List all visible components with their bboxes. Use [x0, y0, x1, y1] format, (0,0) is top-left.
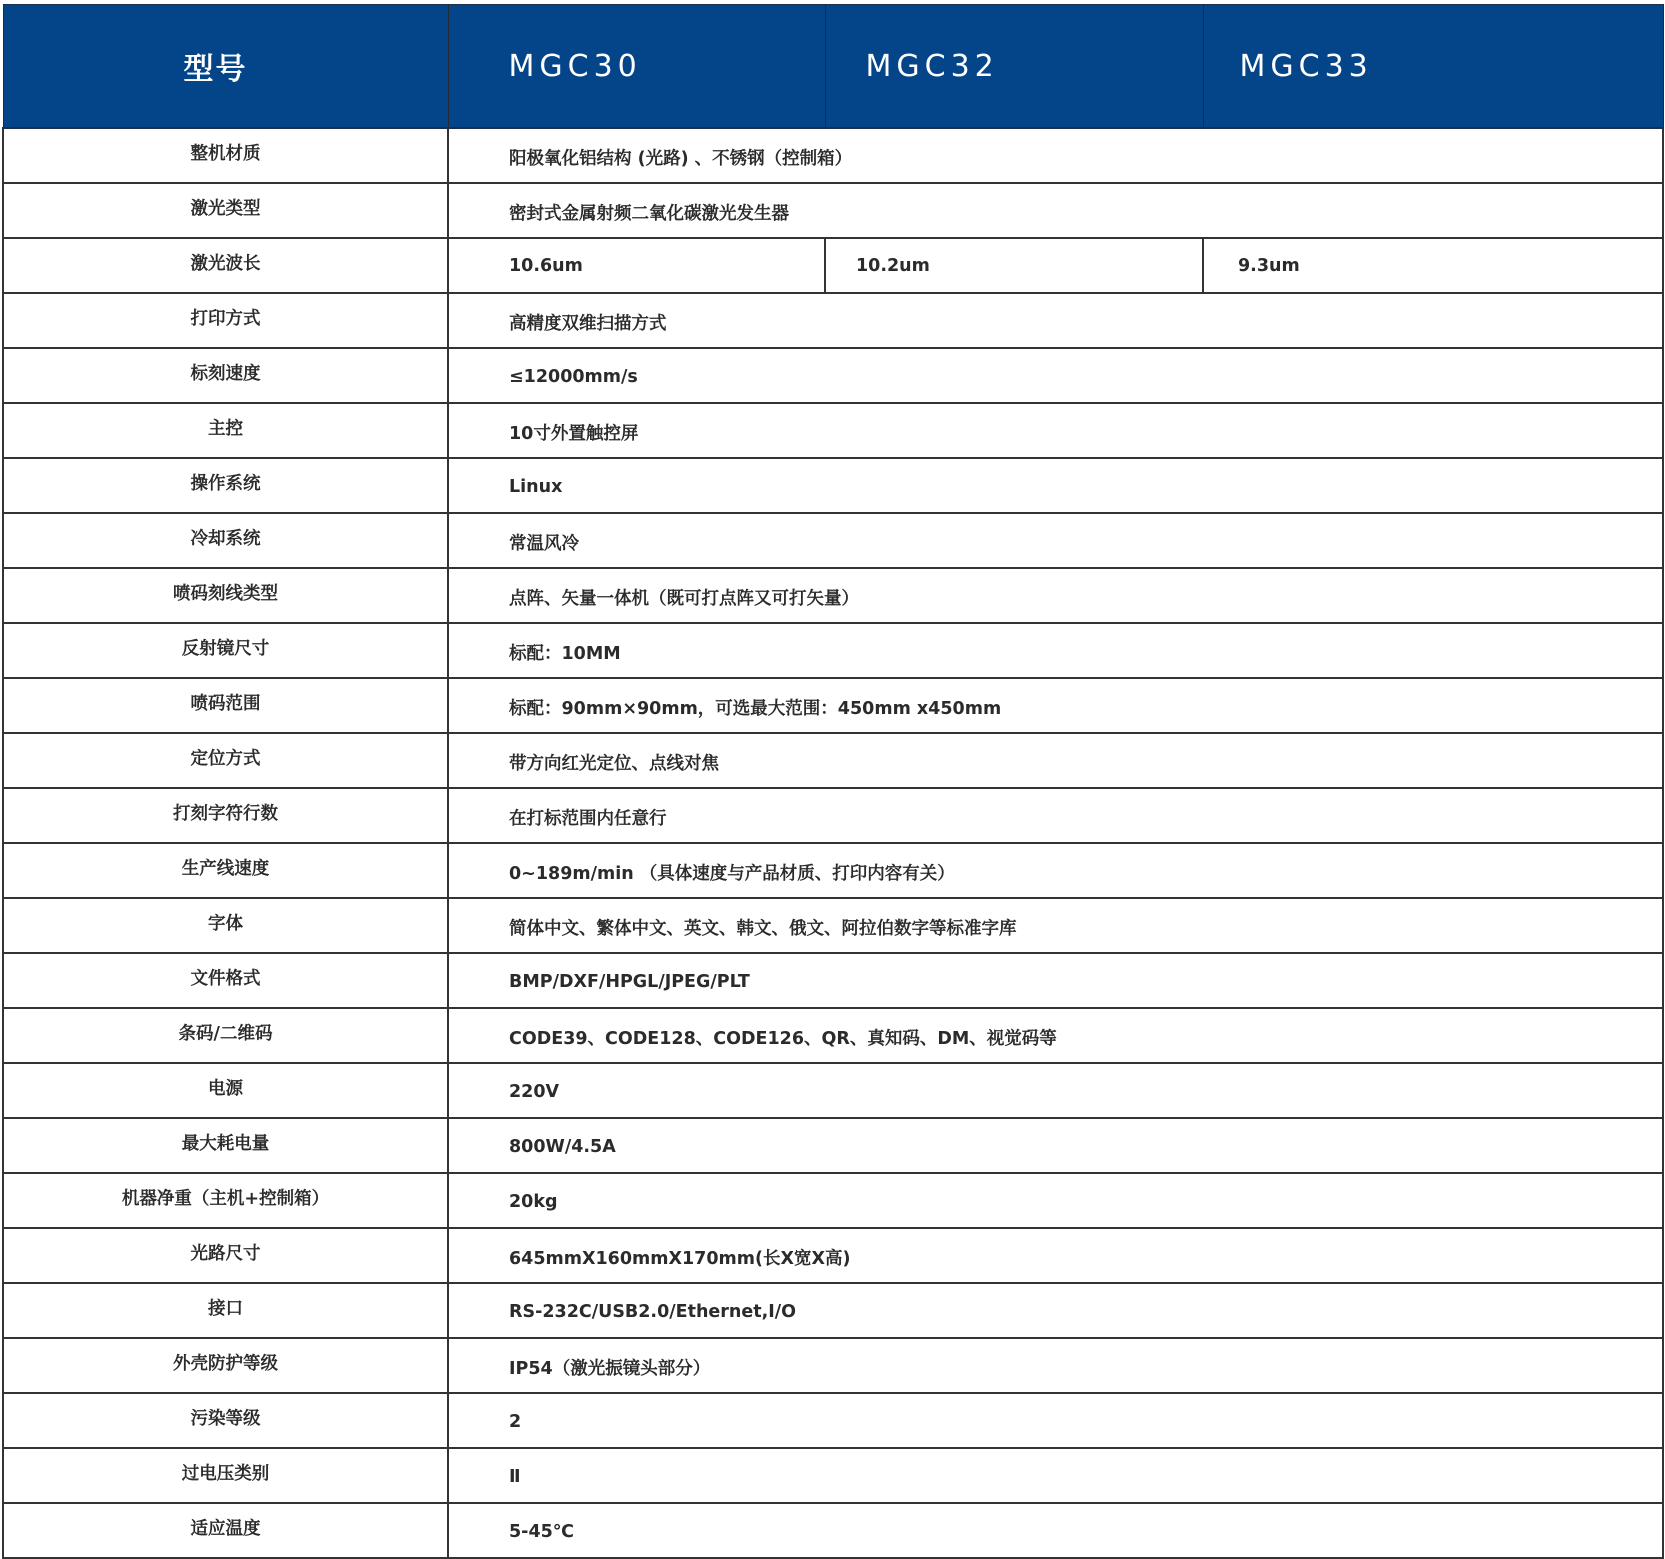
model-mgc33-header: MGC33	[1203, 5, 1663, 129]
table-row	[3, 1503, 1663, 1558]
spec-label: 最大耗电量	[3, 1118, 448, 1173]
table-row	[3, 733, 1663, 788]
table-row	[3, 623, 1663, 678]
spec-value: 645mmX160mmX170mm(长X宽X高)	[448, 1228, 1663, 1283]
spec-value: ≤12000mm/s	[448, 348, 1663, 403]
spec-label: 污染等级	[3, 1393, 448, 1448]
spec-label: 喷码刻线类型	[3, 568, 448, 623]
spec-value: Ⅱ	[448, 1448, 1663, 1503]
spec-value-model-2: 10.2um	[825, 238, 1203, 293]
spec-label: 条码/二维码	[3, 1008, 448, 1063]
spec-table	[2, 4, 1664, 1559]
spec-label: 生产线速度	[3, 843, 448, 898]
spec-value-model-3: 9.3um	[1203, 238, 1663, 293]
spec-label: 打印方式	[3, 293, 448, 348]
spec-value: 20kg	[448, 1173, 1663, 1228]
spec-value: RS-232C/USB2.0/Ethernet,I/O	[448, 1283, 1663, 1338]
table-row	[3, 1338, 1663, 1393]
spec-value: 0~189m/min （具体速度与产品材质、打印内容有关）	[448, 843, 1663, 898]
spec-value: 阳极氧化铝结构 (光路) 、不锈钢（控制箱）	[448, 128, 1663, 183]
table-row	[3, 1173, 1663, 1228]
spec-label: 光路尺寸	[3, 1228, 448, 1283]
spec-label: 激光类型	[3, 183, 448, 238]
spec-value: 220V	[448, 1063, 1663, 1118]
spec-value: BMP/DXF/HPGL/JPEG/PLT	[448, 953, 1663, 1008]
spec-label: 冷却系统	[3, 513, 448, 568]
spec-label: 主控	[3, 403, 448, 458]
spec-label: 标刻速度	[3, 348, 448, 403]
table-row	[3, 1393, 1663, 1448]
spec-label: 喷码范围	[3, 678, 448, 733]
spec-label: 机器净重（主机+控制箱）	[3, 1173, 448, 1228]
spec-value: 标配：10MM	[448, 623, 1663, 678]
table-row	[3, 1008, 1663, 1063]
spec-label: 字体	[3, 898, 448, 953]
table-row	[3, 348, 1663, 403]
spec-value: 高精度双维扫描方式	[448, 293, 1663, 348]
table-row	[3, 1283, 1663, 1338]
table-row	[3, 403, 1663, 458]
table-row	[3, 788, 1663, 843]
table-row	[3, 1448, 1663, 1503]
spec-value: 5-45℃	[448, 1503, 1663, 1558]
table-row	[3, 238, 1663, 293]
spec-value: 800W/4.5A	[448, 1118, 1663, 1173]
spec-value: 2	[448, 1393, 1663, 1448]
spec-label: 打刻字符行数	[3, 788, 448, 843]
spec-value-model-1: 10.6um	[448, 238, 825, 293]
spec-value: Linux	[448, 458, 1663, 513]
spec-label: 接口	[3, 1283, 448, 1338]
table-row	[3, 458, 1663, 513]
table-row	[3, 128, 1663, 183]
table-row	[3, 843, 1663, 898]
header-row	[3, 5, 1663, 129]
spec-value: 密封式金属射频二氧化碳激光发生器	[448, 183, 1663, 238]
table-row	[3, 183, 1663, 238]
spec-label: 适应温度	[3, 1503, 448, 1558]
spec-table-body	[3, 128, 1663, 1558]
spec-label: 激光波长	[3, 238, 448, 293]
spec-value: 常温风冷	[448, 513, 1663, 568]
spec-label: 定位方式	[3, 733, 448, 788]
table-row	[3, 293, 1663, 348]
spec-label: 外壳防护等级	[3, 1338, 448, 1393]
spec-label: 操作系统	[3, 458, 448, 513]
spec-value: 10寸外置触控屏	[448, 403, 1663, 458]
model-header-label: 型号	[3, 5, 448, 129]
model-mgc30-header: MGC30	[448, 5, 825, 129]
spec-label: 反射镜尺寸	[3, 623, 448, 678]
spec-label: 过电压类别	[3, 1448, 448, 1503]
spec-label: 整机材质	[3, 128, 448, 183]
table-row	[3, 1118, 1663, 1173]
spec-value: 标配：90mm×90mm，可选最大范围：450mm x450mm	[448, 678, 1663, 733]
table-row	[3, 898, 1663, 953]
spec-value: 在打标范围内任意行	[448, 788, 1663, 843]
spec-label: 文件格式	[3, 953, 448, 1008]
table-row	[3, 1228, 1663, 1283]
model-mgc32-header: MGC32	[825, 5, 1203, 129]
spec-value: 带方向红光定位、点线对焦	[448, 733, 1663, 788]
spec-label: 电源	[3, 1063, 448, 1118]
spec-table-header	[3, 5, 1663, 129]
spec-value: CODE39、CODE128、CODE126、QR、真知码、DM、视觉码等	[448, 1008, 1663, 1063]
spec-value: 点阵、矢量一体机（既可打点阵又可打矢量）	[448, 568, 1663, 623]
table-row	[3, 568, 1663, 623]
table-row	[3, 1063, 1663, 1118]
table-row	[3, 678, 1663, 733]
spec-value: 简体中文、繁体中文、英文、韩文、俄文、阿拉伯数字等标准字库	[448, 898, 1663, 953]
spec-value: IP54（激光振镜头部分）	[448, 1338, 1663, 1393]
table-row	[3, 953, 1663, 1008]
table-row	[3, 513, 1663, 568]
